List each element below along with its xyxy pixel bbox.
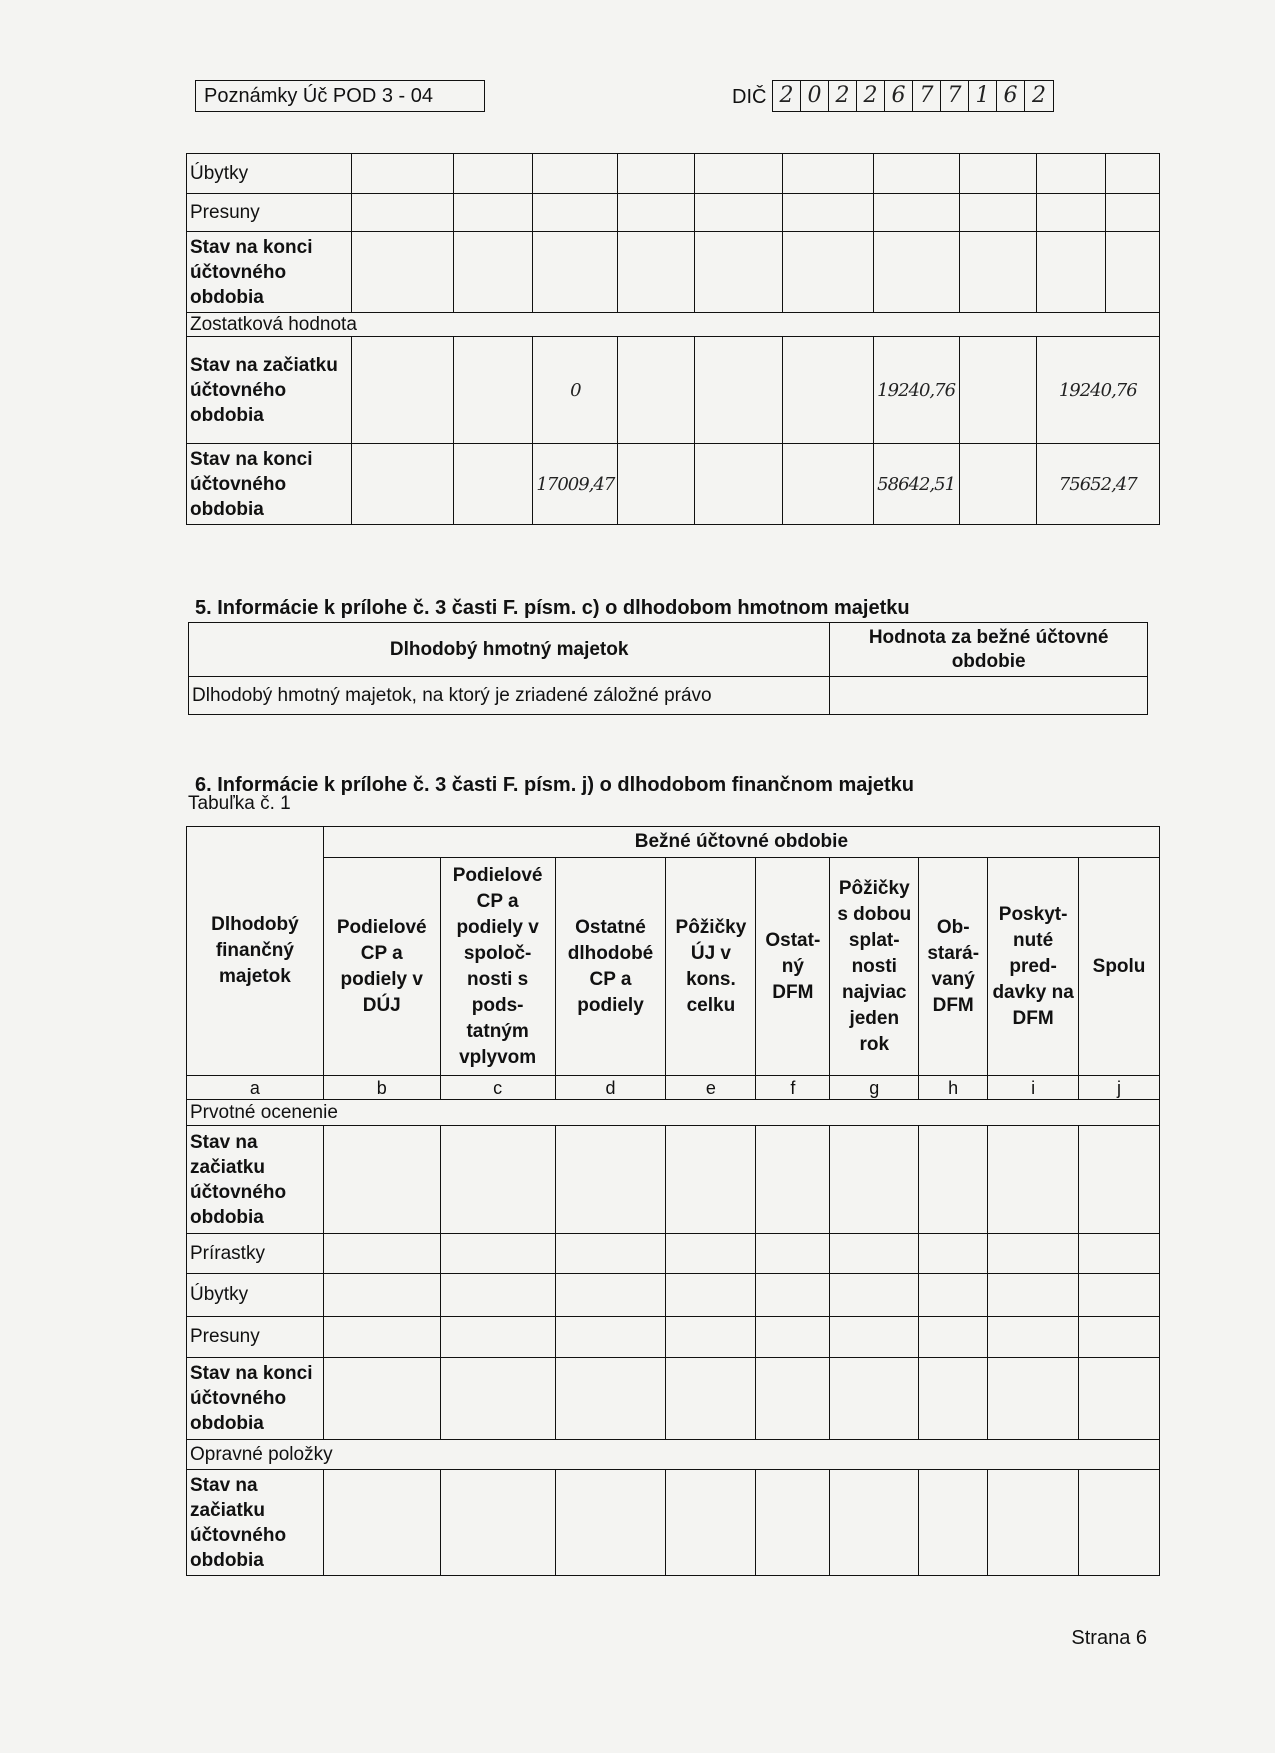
col-letter: a [187, 1076, 324, 1100]
section-label-zostatkova: Zostatková hodnota [187, 313, 1160, 337]
handwritten-value: 0 [533, 337, 618, 444]
row-label-zalozne: Dlhodobý hmotný majetok, na ktorý je zriadené záložné právo [189, 677, 830, 715]
dic-digit: 1 [969, 81, 997, 111]
dic-digit: 2 [1032, 83, 1046, 108]
row-label-prirastky: Prírastky [187, 1234, 324, 1274]
dic-digit: 2 [773, 81, 801, 111]
table-label: Tabuľka č. 1 [188, 793, 291, 814]
col-letter: b [323, 1076, 440, 1100]
row-label-stav-zaciatku: Stav na začiatku účtovného obdobia [187, 1126, 324, 1234]
col-header-i: Poskyt-nuté pred-davky na DFM [988, 858, 1079, 1076]
dic-digit: 7 [913, 81, 941, 111]
section-label-opravne: Opravné položky [187, 1440, 1160, 1470]
row-label-ubytky: Úbytky [187, 154, 352, 194]
row-label-stav-konci: Stav na konci účtovného obdobia [187, 444, 352, 525]
section-6-heading: 6. Informácie k prílohe č. 3 časti F. písm. j) o dlhodobom finančnom majetku [195, 774, 915, 796]
col-header-c: Podielové CP a podiely v spoloč-nosti s pods-tatným vplyvom [440, 858, 555, 1076]
col-header-a: Dlhodobý finančný majetok [187, 827, 324, 1076]
col-header-f: Ostat-ný DFM [756, 858, 830, 1076]
group-header-bezne: Bežné účtovné obdobie [323, 827, 1159, 858]
col-letter: h [919, 1076, 988, 1100]
col-letter: f [756, 1076, 830, 1100]
col-header-hodnota: Hodnota za bežné účtovné obdobie [830, 623, 1148, 677]
col-header-j: Spolu [1079, 858, 1160, 1076]
dic-digit: 7 [941, 81, 969, 111]
handwritten-value: 17009,47 [533, 444, 618, 525]
section-label-prvotne: Prvotné ocenenie [187, 1100, 1160, 1126]
col-letter: i [988, 1076, 1079, 1100]
dfm-table [186, 826, 1160, 1576]
dic-digit: 6 [997, 81, 1025, 111]
handwritten-value: 19240,76 [873, 337, 959, 444]
dic-label: DIČ [732, 86, 767, 108]
dic-digit: 0 [801, 81, 829, 111]
col-header-dhm: Dlhodobý hmotný majetok [189, 623, 830, 677]
row-label-presuny: Presuny [187, 194, 352, 232]
col-header-g: Pôžičky s dobou splat-nosti najviac jeden rok [830, 858, 919, 1076]
handwritten-value: 58642,51 [873, 444, 959, 525]
page-number: Strana 6 [1071, 1627, 1147, 1649]
dic-number-field [772, 80, 1054, 112]
col-letter: g [830, 1076, 919, 1100]
asset-table-continuation [186, 153, 1160, 525]
row-label-stav-zaciatku: Stav na začiatku účtovného obdobia [187, 1470, 324, 1576]
handwritten-total: 19240,76 [1036, 337, 1159, 444]
col-letter: c [440, 1076, 555, 1100]
col-header-b: Podielové CP a podiely v DÚJ [323, 858, 440, 1076]
dic-digit: 6 [885, 81, 913, 111]
row-label-ubytky: Úbytky [187, 1274, 324, 1317]
col-header-h: Ob-stará-vaný DFM [919, 858, 988, 1076]
col-letter: j [1079, 1076, 1160, 1100]
row-label-stav-konci: Stav na konci účtovného obdobia [187, 232, 352, 313]
col-header-e: Pôžičky ÚJ v kons. celku [666, 858, 756, 1076]
col-letter: d [555, 1076, 666, 1100]
dic-digit: 2 [857, 81, 885, 111]
handwritten-total: 75652,47 [1036, 444, 1159, 525]
form-label: Poznámky Úč POD 3 - 04 [195, 80, 485, 112]
row-label-presuny: Presuny [187, 1317, 324, 1358]
dic-digit: 2 [829, 81, 857, 111]
row-label-stav-zaciatku: Stav na začiatku účtovného obdobia [187, 337, 352, 444]
col-letter: e [666, 1076, 756, 1100]
col-header-d: Ostatné dlhodobé CP a podiely [555, 858, 666, 1076]
section-5-table [188, 622, 1148, 715]
section-5-heading: 5. Informácie k prílohe č. 3 časti F. písm. c) o dlhodobom hmotnom majetku [195, 597, 910, 619]
row-label-stav-konci: Stav na konci účtovného obdobia [187, 1358, 324, 1440]
